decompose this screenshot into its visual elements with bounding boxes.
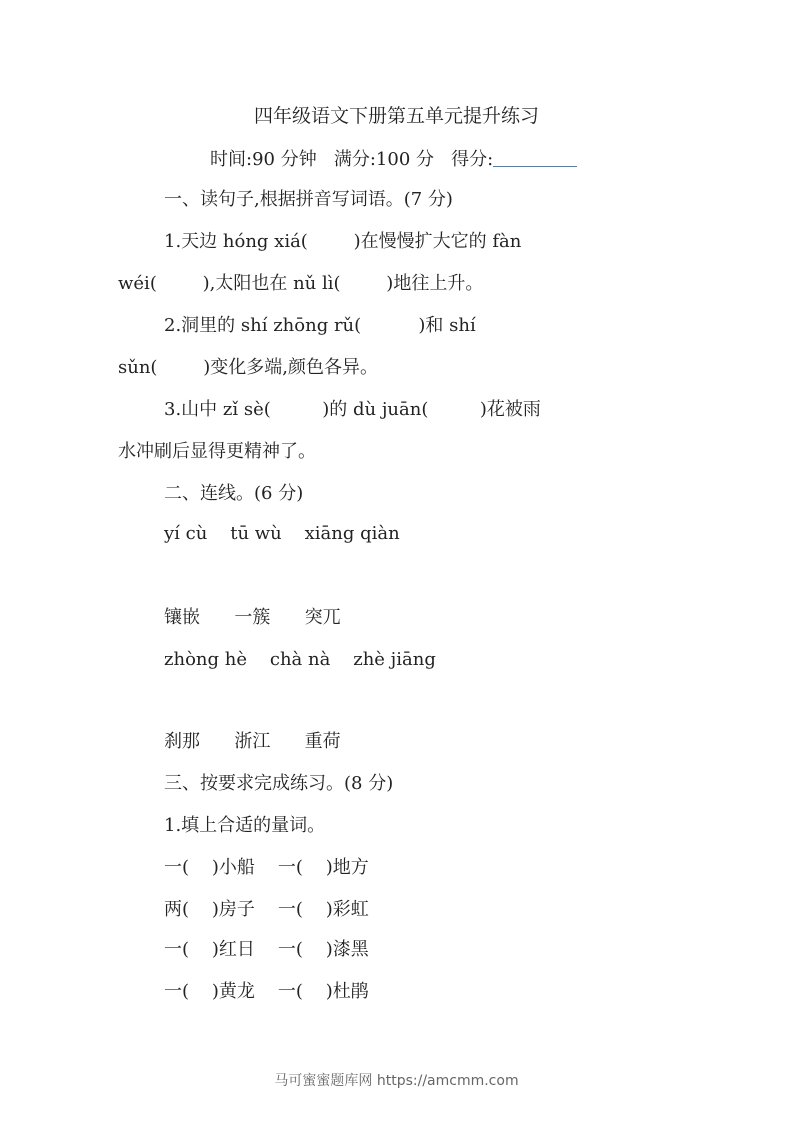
words-row-2: 刹那 浙江 重荷	[164, 731, 341, 752]
section2-heading: 二、连线。(6 分)	[164, 483, 304, 504]
pinyin-row-1: yí cù tū wù xiāng qiàn	[164, 523, 400, 544]
section3-subheading: 1.填上合适的量词。	[164, 815, 326, 836]
page-title: 四年级语文下册第五单元提升练习	[253, 105, 539, 127]
section3-heading: 三、按要求完成练习。(8 分)	[164, 773, 394, 794]
s1-line-6: 水冲刷后显得更精神了。	[118, 441, 316, 462]
s1-line-4: sǔn( )变化多端,颜色各异。	[118, 357, 378, 378]
meta-text: 时间:90 分钟 满分:100 分 得分:	[210, 149, 494, 170]
measure-word-row-4: 一( )黄龙 一( )杜鹃	[164, 981, 369, 1002]
measure-word-row-2: 两( )房子 一( )彩虹	[164, 899, 369, 920]
s1-line-3: 2.洞里的 shí zhōng rǔ( )和 shí	[164, 315, 476, 336]
measure-word-row-1: 一( )小船 一( )地方	[164, 857, 369, 878]
s1-line-2: wéi( ),太阳也在 nǔ lì( )地往上升。	[118, 273, 484, 294]
measure-word-row-3: 一( )红日 一( )漆黑	[164, 939, 369, 960]
words-row-1: 镶嵌 一簇 突兀	[164, 607, 341, 628]
section1-heading: 一、读句子,根据拼音写词语。(7 分)	[164, 189, 453, 210]
exam-meta	[210, 146, 577, 172]
footer-watermark: 马可蜜蜜题库网 https://amcmm.com	[274, 1073, 519, 1089]
score-blank[interactable]	[493, 146, 577, 167]
s1-line-5: 3.山中 zǐ sè( )的 dù juān( )花被雨	[164, 399, 541, 420]
pinyin-row-2: zhòng hè chà nà zhè jiāng	[164, 649, 436, 670]
s1-line-1: 1.天边 hóng xiá( )在慢慢扩大它的 fàn	[164, 231, 522, 252]
